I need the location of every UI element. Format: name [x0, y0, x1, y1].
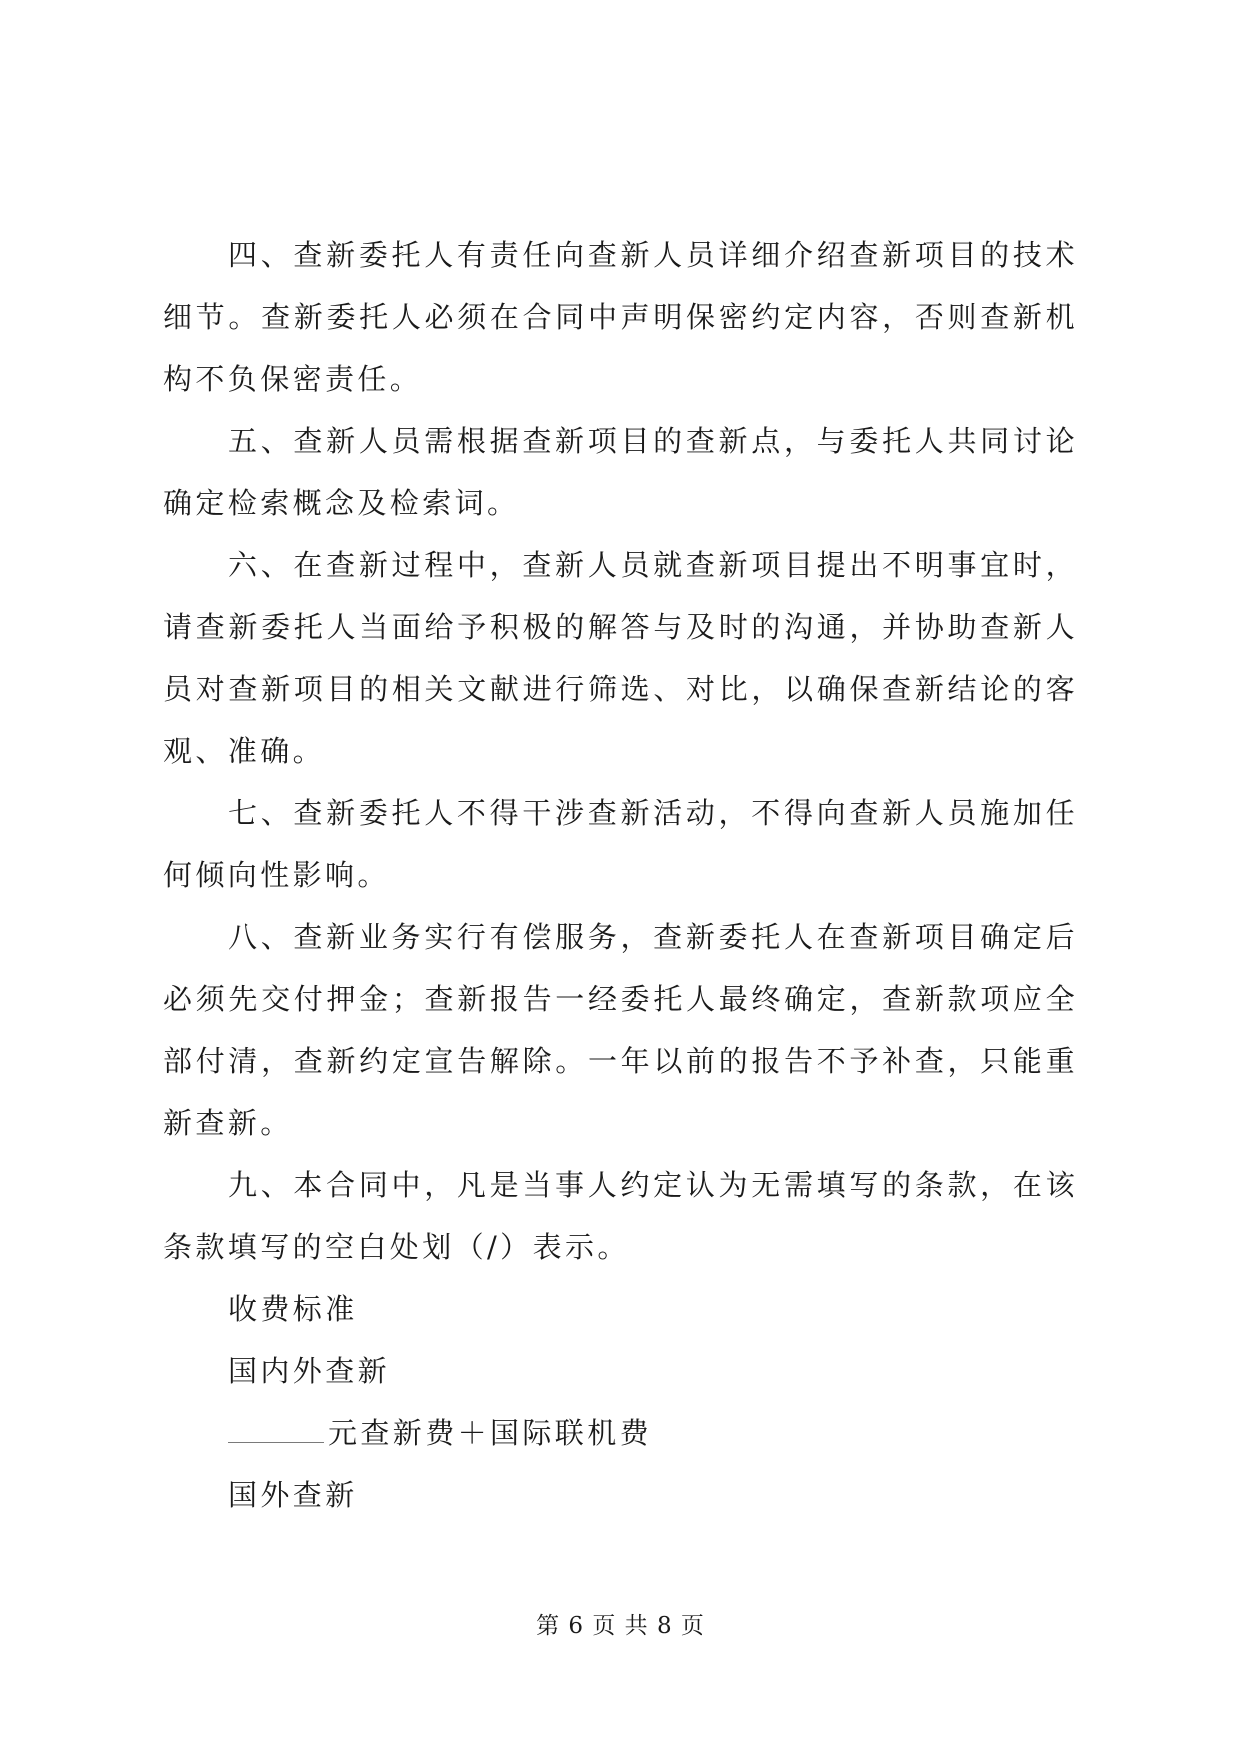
- clause-8: 八、查新业务实行有偿服务，查新委托人在查新项目确定后必须先交付押金；查新报告一经委托人最终确定，查新款项应全部付清，查新约定宣告解除。一年以前的报告不予补查，只能重新查新。: [163, 920, 1078, 1140]
- fill-in-blank: [228, 1420, 324, 1443]
- fee-standard-heading: 收费标准: [228, 1292, 358, 1326]
- clause-5: 五、查新人员需根据查新项目的查新点，与委托人共同讨论确定检索概念及检索词。: [163, 424, 1078, 520]
- document-body: [163, 224, 1078, 1526]
- foreign-search-label: 国外查新: [228, 1478, 358, 1512]
- clause-6: 六、在查新过程中，查新人员就查新项目提出不明事宜时，请查新委托人当面给予积极的解答与及时的沟通，并协助查新人员对查新项目的相关文献进行筛选、对比，以确保查新结论的客观、准确。: [163, 548, 1078, 768]
- clause-4: 四、查新委托人有责任向查新人员详细介绍查新项目的技术细节。查新委托人必须在合同中声明保密约定内容，否则查新机构不负保密责任。: [163, 238, 1078, 396]
- fee-formula-text: 元查新费＋国际联机费: [328, 1416, 653, 1450]
- domestic-foreign-search-label: 国内外查新: [228, 1354, 391, 1388]
- clause-9: 九、本合同中，凡是当事人约定认为无需填写的条款，在该条款填写的空白处划（/）表示。: [163, 1168, 1078, 1264]
- clause-7: 七、查新委托人不得干涉查新活动，不得向查新人员施加任何倾向性影响。: [163, 796, 1078, 892]
- fee-formula-line: [163, 1402, 1078, 1464]
- page-number-footer: 第 6 页 共 8 页: [536, 1613, 705, 1639]
